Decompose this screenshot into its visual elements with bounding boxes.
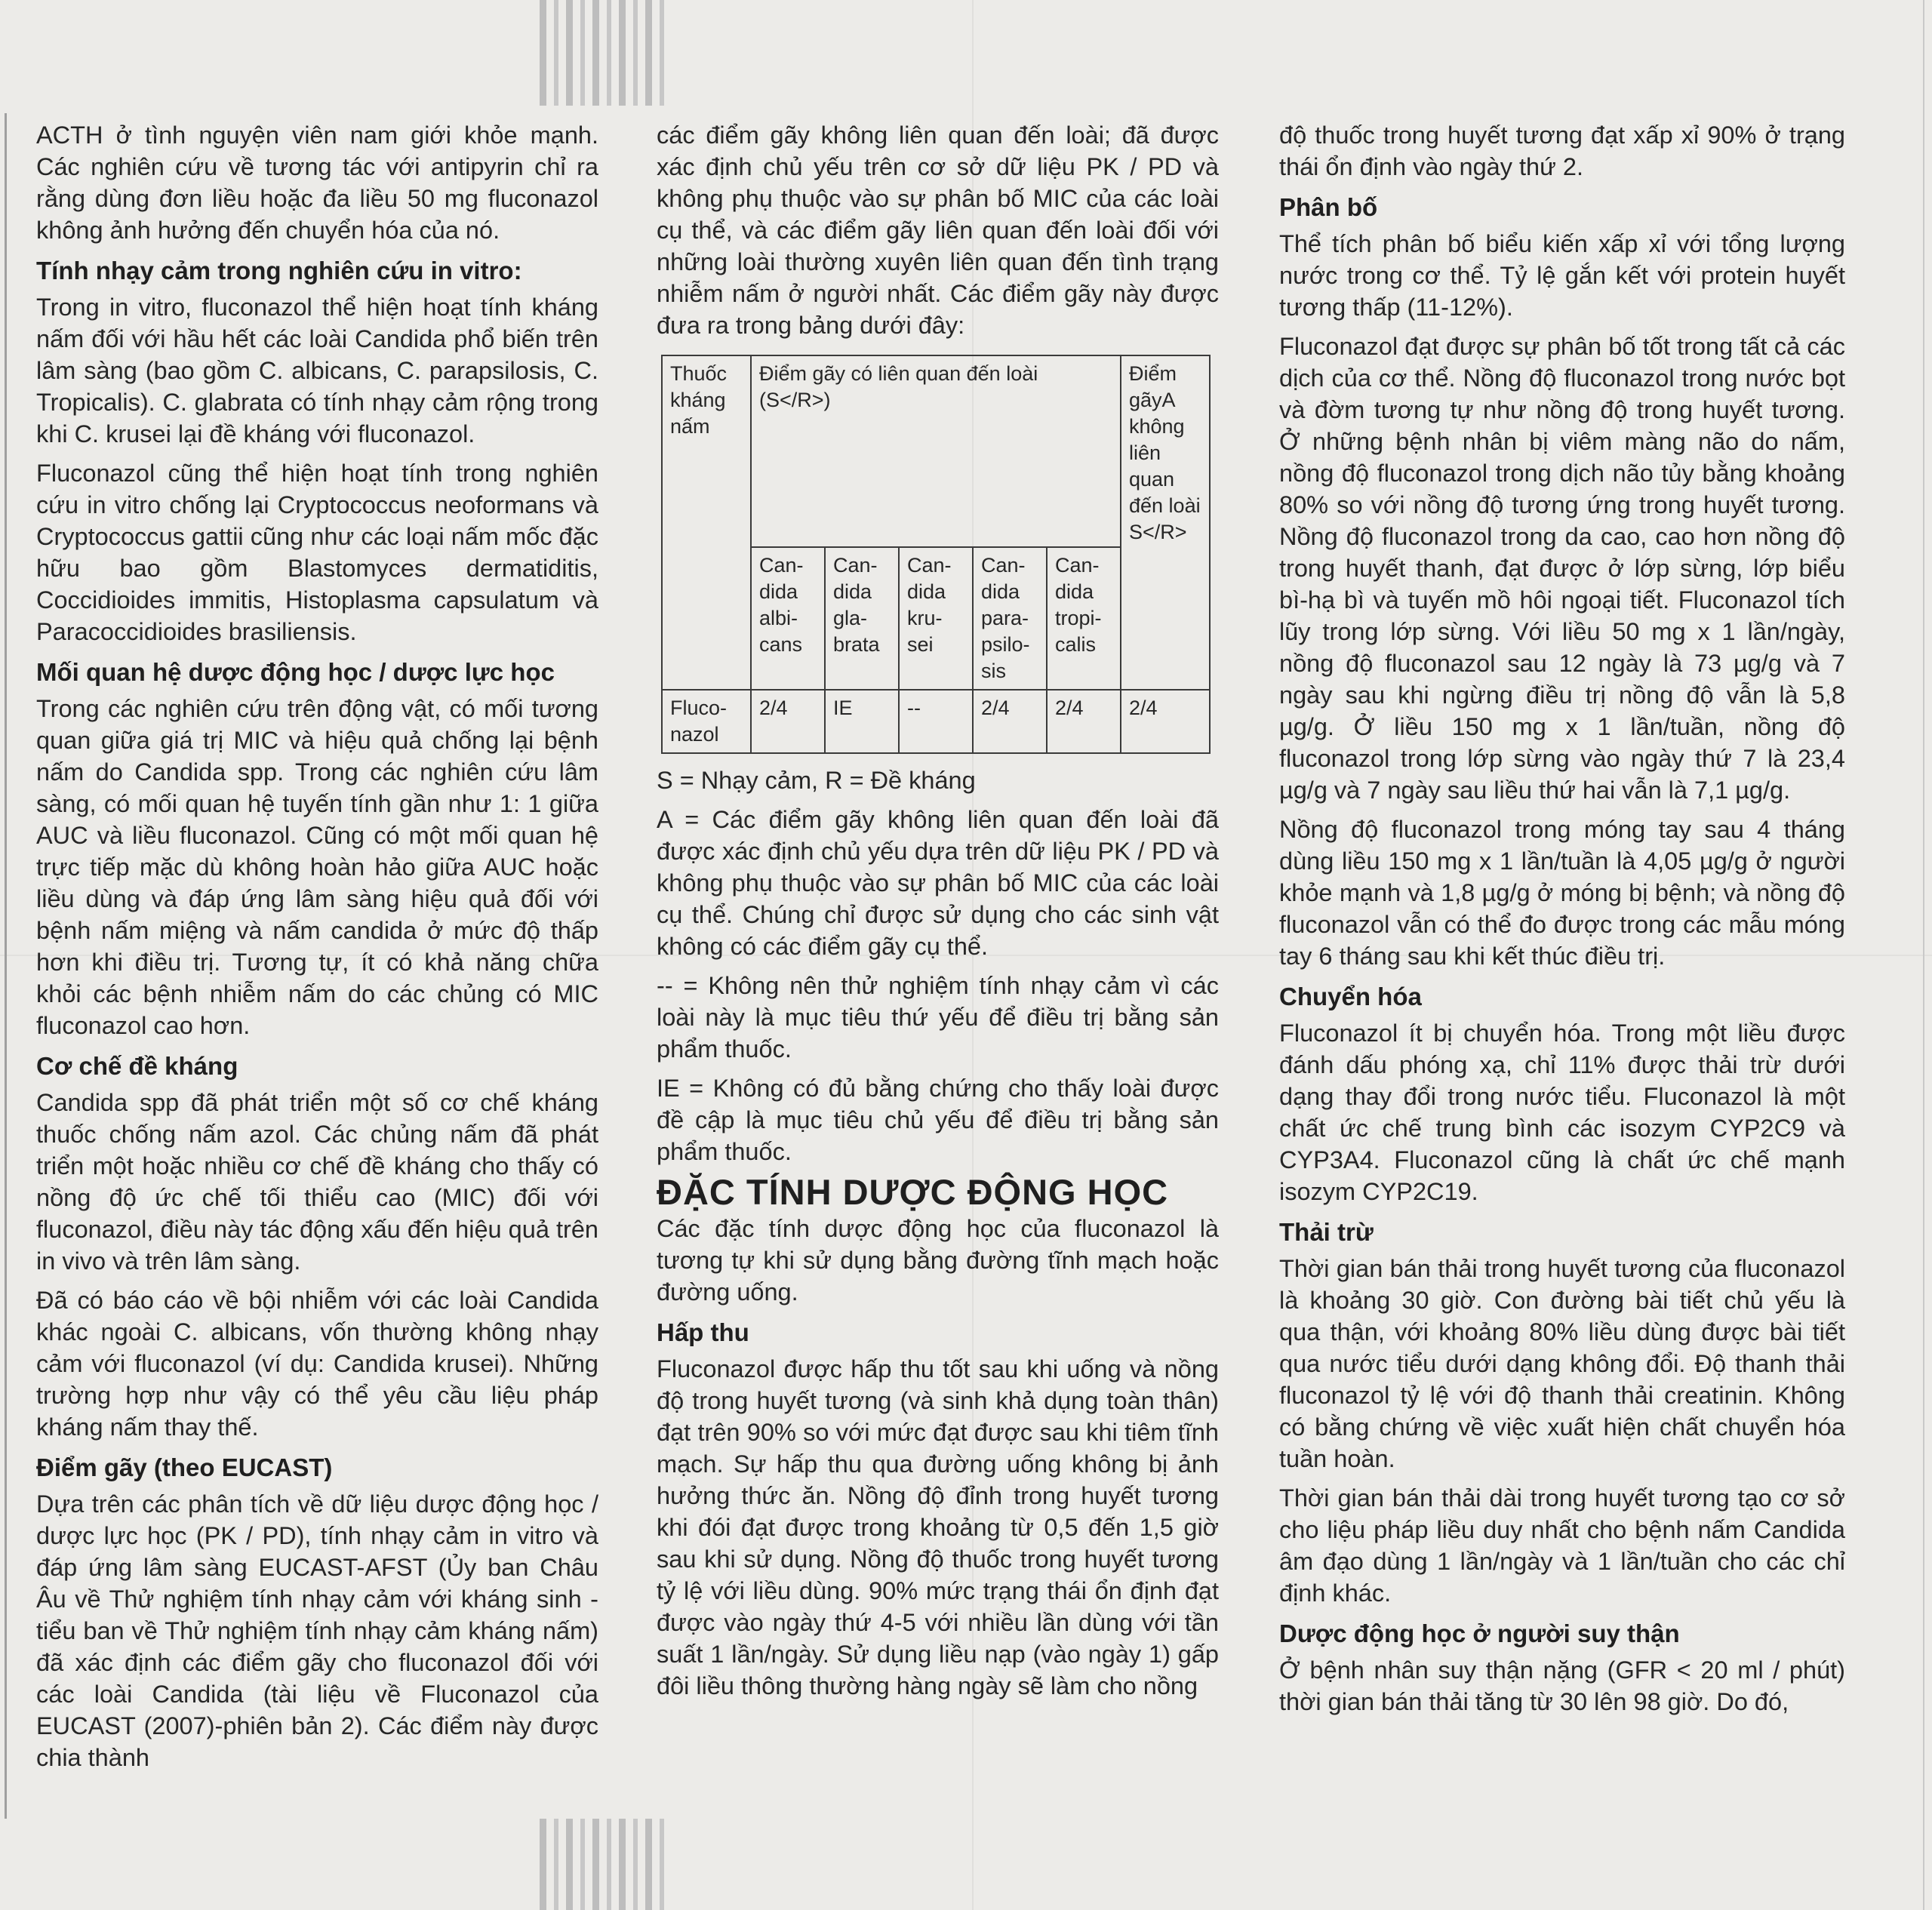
paragraph: Nồng độ fluconazol trong móng tay sau 4 tháng dùng liều 150 mg x 1 lần/tuần là 4,05 µg/g ở người khỏe mạnh và 1,8 µg/g ở móng bị bệnh; và nồng độ fluconazol vẫn có thể đo được trong các mẫu móng tay 6 tháng sau khi kết thúc điều trị.: [1279, 816, 1845, 970]
table-col-candida-krusei: Can-dida kru-sei: [899, 547, 973, 690]
section-heading-resistance-mechanism: Cơ chế đề kháng: [36, 1052, 238, 1080]
printer-calibration-bars-top: [540, 0, 664, 106]
table-col-candida-glabrata: Can-dida gla-brata: [825, 547, 899, 690]
section-heading-in-vitro: Tính nhạy cảm trong nghiên cứu in vitro:: [36, 257, 522, 285]
table-footnote: S = Nhạy cảm, R = Đề kháng: [657, 767, 976, 794]
paragraph: Trong các nghiên cứu trên động vật, có mối tương quan giữa giá trị MIC và hiệu quả chống lại bệnh nấm do Candida spp. Trong các nghiên cứu lâm sàng, có mối quan hệ tuyến tính gần như 1: 1 giữa AUC và liều fluconazol. Cũng có một mối quan hệ trực tiếp mặc dù không hoàn hảo giữa AUC hoặc liều dùng và đáp ứng lâm sàng hiệu quả đối với bệnh nấm miệng và nấm candida ở mức độ thấp hơn khi điều trị. Tương tự, ít có khả năng chữa khỏi các bệnh nhiễm nấm do các chủng có MIC fluconazol cao hơn.: [36, 695, 598, 1039]
section-heading-breakpoints: Điểm gãy (theo EUCAST): [36, 1453, 333, 1481]
paragraph: Trong in vitro, fluconazol thể hiện hoạt tính kháng nấm đối với hầu hết các loài Candida phổ biến trên lâm sàng (bao gồm C. albicans, C. parapsilosis, C. Tropicalis). C. glabrata có tính nhạy cảm rộng trong khi C. krusei lại đề kháng với fluconazol.: [36, 294, 598, 448]
section-heading-elimination: Thải trừ: [1279, 1218, 1374, 1246]
major-heading-pharmacokinetics: ĐẶC TÍNH DƯỢC ĐỘNG HỌC: [657, 1172, 1169, 1212]
paragraph: Thể tích phân bố biểu kiến xấp xỉ với tổng lượng nước trong cơ thể. Tỷ lệ gắn kết với protein huyết tương thấp (11-12%).: [1279, 230, 1845, 321]
page-edge-right: [1923, 0, 1924, 1910]
table-cell: --: [899, 690, 973, 753]
paragraph: Ở bệnh nhân suy thận nặng (GFR < 20 ml / phút) thời gian bán thải tăng từ 30 lên 98 giờ. Do đó,: [1279, 1656, 1845, 1715]
table-cell: 2/4: [973, 690, 1047, 753]
table-footnote: -- = Không nên thử nghiệm tính nhạy cảm vì các loài này là mục tiêu thứ yếu để điều trị bằng sản phẩm thuốc.: [657, 972, 1219, 1063]
paragraph: Đã có báo cáo về bội nhiễm với các loài Candida khác ngoài C. albicans, vốn thường không nhạy cảm với fluconazol (ví dụ: Candida krusei). Những trường hợp như vậy có thể yêu cầu liệu pháp kháng nấm thay thế.: [36, 1287, 598, 1441]
page-edge-left: [5, 113, 7, 1819]
table-col-candida-albicans: Can-dida albi-cans: [751, 547, 825, 690]
paragraph: độ thuốc trong huyết tương đạt xấp xỉ 90% ở trạng thái ổn định vào ngày thứ 2.: [1279, 121, 1845, 180]
paragraph: các điểm gãy không liên quan đến loài; đã được xác định chủ yếu trên cơ sở dữ liệu PK / PD và không phụ thuộc vào sự phân bố MIC của các loài cụ thể, và các điểm gãy liên quan đến loài đối với những loài thường xuyên liên quan đến tình trạng nhiễm nấm ở người nhất. Các điểm gãy này được đưa ra trong bảng dưới đây:: [657, 121, 1219, 339]
section-heading-distribution: Phân bố: [1279, 193, 1378, 221]
printer-calibration-bars-bottom: [540, 1819, 664, 1910]
section-heading-absorption: Hấp thu: [657, 1318, 749, 1346]
table-header-drug: Thuốc kháng nấm: [662, 355, 751, 690]
text-column-1: [36, 119, 598, 1802]
paragraph: Candida spp đã phát triển một số cơ chế kháng thuốc chống nấm azol. Các chủng nấm đã phát triển một hoặc nhiều cơ chế đề kháng cho thấy có nồng độ ức chế tối thiểu cao (MIC) đối với fluconazol, điều này tác động xấu đến hiệu quả trên in vivo và trên lâm sàng.: [36, 1089, 598, 1275]
paragraph: Thời gian bán thải trong huyết tương của fluconazol là khoảng 30 giờ. Con đường bài tiết chủ yếu là qua thận, với khoảng 80% liều dùng được bài tiết qua nước tiểu dưới dạng không đổi. Độ thanh thải fluconazol tỷ lệ với độ thanh thải creatinin. Không có bằng chứng về việc xuất hiện chất chuyển hóa tuần hoàn.: [1279, 1255, 1845, 1472]
section-heading-pkpd-relationship: Mối quan hệ dược động học / dược lực học: [36, 658, 555, 686]
paragraph: Fluconazol cũng thể hiện hoạt tính trong nghiên cứu in vitro chống lại Cryptococcus neoformans và Cryptococcus gattii cũng như các loại nấm mốc đặc hữu bao gồm Blastomyces dermatiditis, Coccidioides immitis, Histoplasma capsulatum và Paracoccidioides brasiliensis.: [36, 460, 598, 645]
table-cell: IE: [825, 690, 899, 753]
paragraph: Thời gian bán thải dài trong huyết tương tạo cơ sở cho liệu pháp liều duy nhất cho bệnh nấm Candida âm đạo dùng 1 lần/ngày và 1 lần/tuần cho các chỉ định khác.: [1279, 1484, 1845, 1607]
paragraph: Dựa trên các phân tích về dữ liệu dược động học / dược lực học (PK / PD), tính nhạy cảm in vitro và đáp ứng lâm sàng EUCAST-AFST (Ủy ban Châu Âu về Thử nghiệm tính nhạy cảm với kháng sinh - tiểu ban về Thử nghiệm tính nhạy cảm kháng nấm) đã xác định các điểm gãy cho fluconazol đối với các loài Candida (tài liệu về Fluconazol của EUCAST (2007)-phiên bản 2). Các điểm này được chia thành: [36, 1490, 598, 1771]
text-column-2: [657, 119, 1219, 1802]
paragraph: Fluconazol đạt được sự phân bố tốt trong tất cả các dịch của cơ thể. Nồng độ fluconazol trong nước bọt và đờm tương tự như nồng độ trong huyết tương. Ở những bệnh nhân bị viêm màng não do nấm, nồng độ fluconazol trong dịch não tủy bằng khoảng 80% so với nồng độ tương ứng trong huyết tương. Nồng độ fluconazol trong da cao, cao hơn nồng độ trong huyết thanh, đạt được ở lớp sừng, lớp biểu bì-hạ bì và tuyến mồ hôi ngoại tiết. Fluconazol tích lũy trong lớp sừng. Với liều 50 mg x 1 lần/ngày, nồng độ fluconazol sau 12 ngày là 73 µg/g và 7 ngày sau khi ngừng điều trị nồng độ vẫn là 5,8 µg/g. Ở liều 150 mg x 1 lần/tuần, nồng độ fluconazol trong lớp sừng vào ngày thứ 7 là 23,4 µg/g và 7 ngày sau liều thứ hai vẫn là 7,1 µg/g.: [1279, 333, 1845, 804]
table-footnote: IE = Không có đủ bằng chứng cho thấy loài được đề cập là mục tiêu chủ yếu để điều trị bằng sản phẩm thuốc.: [657, 1075, 1219, 1165]
table-row-drug-name: Fluco-nazol: [662, 690, 751, 753]
table-col-candida-parapsilosis: Can-dida para-psilo-sis: [973, 547, 1047, 690]
table-cell: 2/4: [1121, 690, 1210, 753]
paragraph: Fluconazol được hấp thu tốt sau khi uống và nồng độ trong huyết tương (và sinh khả dụng toàn thân) đạt trên 90% so với mức đạt được sau khi tiêm tĩnh mạch. Sự hấp thu qua đường uống không bị ảnh hưởng thức ăn. Nồng độ đỉnh trong huyết tương khi đói đạt được trong khoảng từ 0,5 đến 1,5 giờ sau khi sử dụng. Nồng độ thuốc trong huyết tương tỷ lệ với liều dùng. 90% mức trạng thái ổn định đạt được vào ngày thứ 4-5 với nhiều lần dùng với tần suất 1 lần/ngày. Sử dụng liều nạp (vào ngày 1) gấp đôi liều thông thường hàng ngày sẽ làm cho nồng: [657, 1355, 1219, 1699]
table-col-candida-tropicalis: Can-dida tropi-calis: [1047, 547, 1121, 690]
table-header-species-breakpoints: Điểm gãy có liên quan đến loài (S</R>): [751, 355, 1121, 547]
text-column-3: [1279, 119, 1845, 1802]
paragraph: ACTH ở tình nguyện viên nam giới khỏe mạnh. Các nghiên cứu về tương tác với antipyrin chỉ ra rằng dùng đơn liều hoặc đa liều 50 mg fluconazol không ảnh hưởng đến chuyển hóa của nó.: [36, 121, 598, 244]
paragraph: Các đặc tính dược động học của fluconazol là tương tự khi sử dụng bằng đường tĩnh mạch hoặc đường uống.: [657, 1215, 1219, 1306]
table-footnote: A = Các điểm gãy không liên quan đến loài đã được xác định chủ yếu dựa trên dữ liệu PK / PD và không phụ thuộc vào sự phân bố MIC của các loài cụ thể. Chúng chỉ được sử dụng cho các sinh vật không có các điểm gãy cụ thể.: [657, 806, 1219, 960]
paragraph: Fluconazol ít bị chuyển hóa. Trong một liều được đánh dấu phóng xạ, chỉ 11% được thải trừ dưới dạng thay đổi trong nước tiểu. Fluconazol là một chất ức chế trung bình các isozym CYP2C9 và CYP3A4. Fluconazol cũng là chất ức chế mạnh isozym CYP2C19.: [1279, 1020, 1845, 1205]
table-header-non-species-breakpoints: Điểm gãyA không liên quan đến loài S</R>: [1121, 355, 1210, 690]
section-heading-renal-impairment: Dược động học ở người suy thận: [1279, 1619, 1680, 1647]
section-heading-metabolism: Chuyển hóa: [1279, 983, 1422, 1010]
breakpoint-table: [661, 355, 1211, 754]
table-cell: 2/4: [1047, 690, 1121, 753]
table-cell: 2/4: [751, 690, 825, 753]
